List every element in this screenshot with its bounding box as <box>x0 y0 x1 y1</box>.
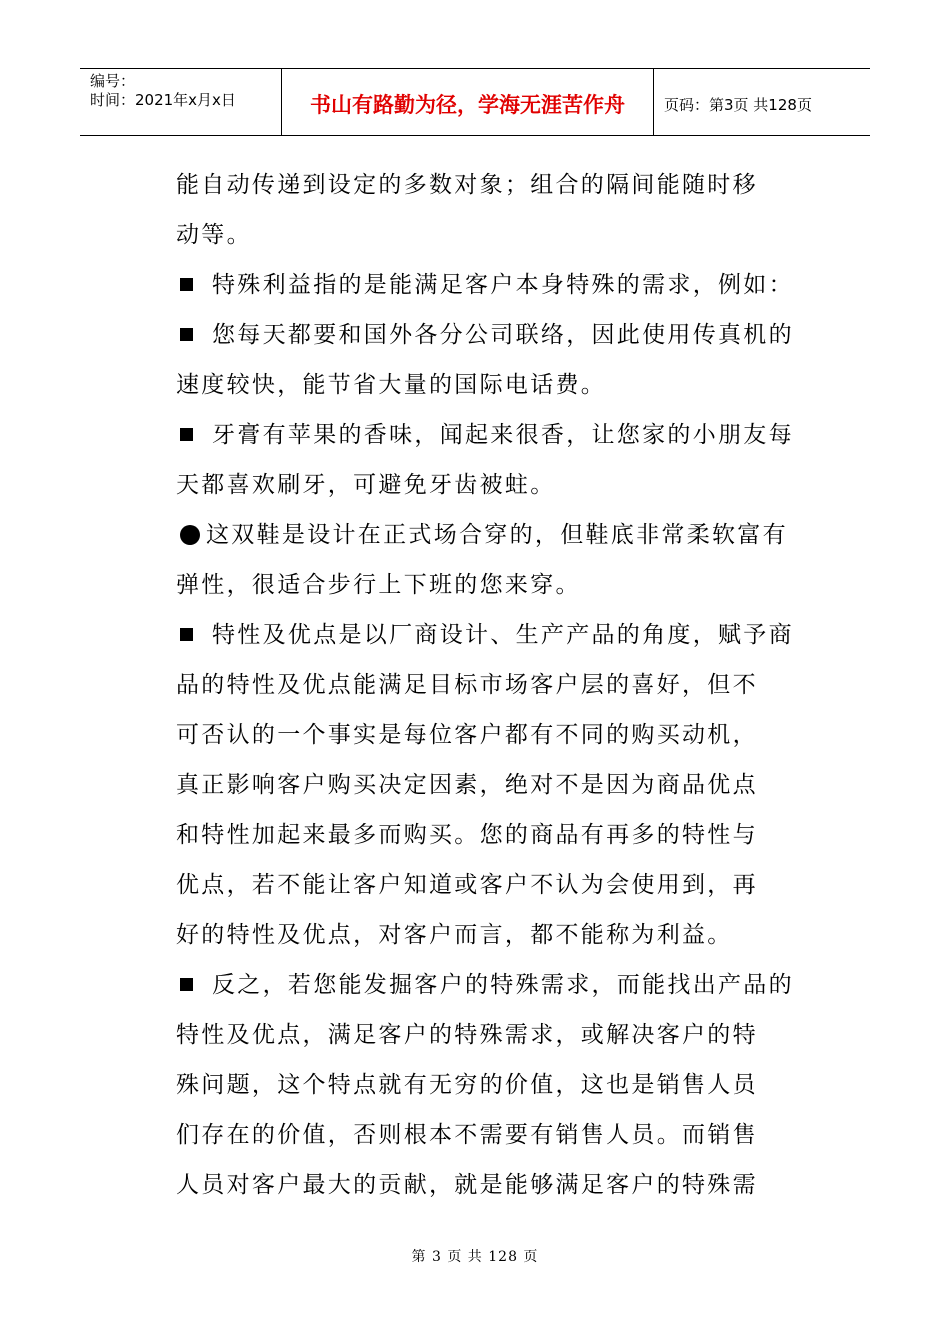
text-line <box>176 210 816 260</box>
text-line <box>176 660 816 710</box>
header-page-code: 页码：第3页 共128页 <box>664 95 812 114</box>
document-time-label: 时间：2021年x月x日 <box>90 91 236 109</box>
line-text: 速度较快，能节省大量的国际电话费。 <box>176 372 607 398</box>
text-line <box>176 760 816 810</box>
square-bullet-icon <box>180 278 193 291</box>
text-line <box>176 460 816 510</box>
line-text: 品的特性及优点能满足目标市场客户层的喜好，但不 <box>176 672 758 698</box>
document-number-label: 编号： <box>90 72 136 90</box>
line-text: 好的特性及优点，对客户而言，都不能称为利益。 <box>176 922 733 948</box>
header-motto: 书山有路勤为径，学海无涯苦作舟 <box>310 93 625 117</box>
line-text: 您每天都要和国外各分公司联络，因此使用传真机的 <box>212 322 794 348</box>
line-text: 弹性，很适合步行上下班的您来穿。 <box>176 572 581 598</box>
line-text: 牙膏有苹果的香味，闻起来很香，让您家的小朋友每 <box>212 422 794 448</box>
footer-page-number: 第 3 页 共 128 页 <box>411 1249 539 1265</box>
line-text: 动等。 <box>176 222 252 248</box>
square-bullet-icon <box>180 428 193 441</box>
circle-bullet-icon <box>180 525 200 545</box>
text-line <box>176 160 816 210</box>
text-line <box>176 810 816 860</box>
header-motto-cell <box>282 69 654 135</box>
list-item <box>176 610 816 660</box>
line-text: 可否认的一个事实是每位客户都有不同的购买动机， <box>176 722 758 748</box>
list-item <box>176 260 816 310</box>
text-line <box>176 1160 816 1210</box>
line-text: 特性及优点是以厂商设计、生产产品的角度，赋予商 <box>212 622 794 648</box>
text-line <box>176 1010 816 1060</box>
list-item <box>176 410 816 460</box>
header-meta-cell <box>80 69 282 135</box>
text-line <box>176 1060 816 1110</box>
line-text: 这双鞋是设计在正式场合穿的，但鞋底非常柔软富有 <box>206 522 788 548</box>
text-line <box>176 360 816 410</box>
line-text: 天都喜欢刷牙，可避免牙齿被蛀。 <box>176 472 556 498</box>
line-text: 殊问题，这个特点就有无穷的价值，这也是销售人员 <box>176 1072 758 1098</box>
text-line <box>176 710 816 760</box>
line-text: 反之，若您能发掘客户的特殊需求，而能找出产品的 <box>212 972 794 998</box>
document-body <box>176 160 816 1210</box>
header-page-cell <box>654 69 870 135</box>
text-line <box>176 860 816 910</box>
line-text: 能自动传递到设定的多数对象；组合的隔间能随时移 <box>176 172 758 198</box>
line-text: 特性及优点，满足客户的特殊需求，或解决客户的特 <box>176 1022 758 1048</box>
list-item <box>176 510 816 560</box>
line-text: 人员对客户最大的贡献，就是能够满足客户的特殊需 <box>176 1172 758 1198</box>
line-text: 优点，若不能让客户知道或客户不认为会使用到，再 <box>176 872 758 898</box>
list-item <box>176 960 816 1010</box>
text-line <box>176 1110 816 1160</box>
line-text: 和特性加起来最多而购买。您的商品有再多的特性与 <box>176 822 758 848</box>
list-item <box>176 310 816 360</box>
line-text: 们存在的价值，否则根本不需要有销售人员。而销售 <box>176 1122 758 1148</box>
page-footer <box>0 1246 950 1266</box>
line-text: 特殊利益指的是能满足客户本身特殊的需求，例如： <box>212 272 794 298</box>
text-line <box>176 910 816 960</box>
square-bullet-icon <box>180 328 193 341</box>
square-bullet-icon <box>180 978 193 991</box>
page-header <box>80 68 870 136</box>
square-bullet-icon <box>180 628 193 641</box>
line-text: 真正影响客户购买决定因素，绝对不是因为商品优点 <box>176 772 758 798</box>
text-line <box>176 560 816 610</box>
